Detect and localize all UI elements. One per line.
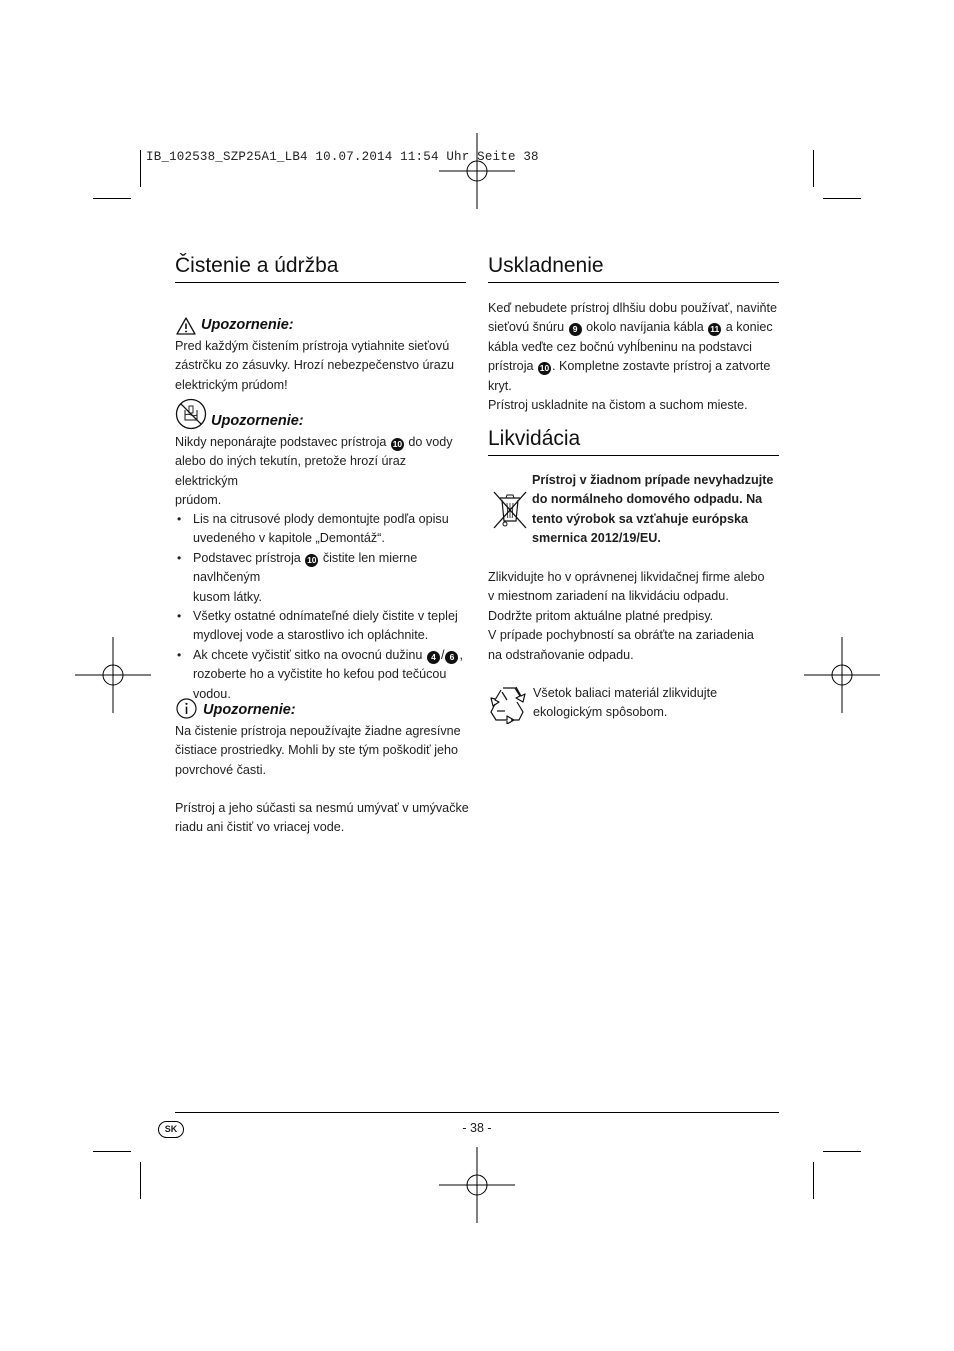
note-text xyxy=(175,722,470,780)
text-line: Zlikvidujte ho v oprávnenej likvidačnej firme alebo xyxy=(488,570,765,584)
text-line: Prístroj a jeho súčasti sa nesmú umývať v umývačke xyxy=(175,801,469,815)
text-line: riadu ani čistiť vo vriacej vode. xyxy=(175,820,345,835)
warning-triangle-icon xyxy=(176,317,196,335)
storage-text xyxy=(488,299,788,415)
section-title-storage: Uskladnenie xyxy=(488,254,604,277)
text-line: prúdom. xyxy=(175,493,222,508)
text-line: rozoberte ho a vyčistite ho kefou pod tečúcou xyxy=(193,667,447,682)
list-item xyxy=(175,510,470,549)
text-line: tento výrobok sa vzťahuje európska xyxy=(532,511,748,526)
section-title-disposal: Likvidácia xyxy=(488,427,581,450)
text-span: / xyxy=(440,647,445,662)
text-line xyxy=(193,646,470,665)
crop-mark xyxy=(813,150,814,187)
crossed-out-bin-icon xyxy=(491,488,529,530)
text-line xyxy=(193,549,470,588)
recycling-icon xyxy=(489,684,529,724)
registration-mark-icon xyxy=(804,637,880,713)
text-line: • Všetky ostatné odnímateľné diely čistite v teplej xyxy=(193,609,458,624)
no-water-immersion-icon xyxy=(175,398,207,430)
text-span: , xyxy=(459,647,463,662)
text-line: elektrickým prúdom! xyxy=(175,377,288,392)
text-line: smernica 2012/19/EU. xyxy=(532,531,661,546)
part-number-badge: 4 xyxy=(427,651,440,664)
crop-mark xyxy=(93,198,131,199)
text-line: povrchové časti. xyxy=(175,762,266,777)
part-number-badge: 10 xyxy=(539,363,550,374)
warning-title: Upozornenie: xyxy=(211,413,304,429)
info-icon xyxy=(176,698,197,719)
text-line: kábla veďte cez bočnú vyhĺbeninu na podstavci xyxy=(488,339,752,354)
warning-text xyxy=(175,337,470,395)
part-number-badge: 11 xyxy=(710,324,720,335)
crop-mark xyxy=(823,1151,861,1152)
cleaning-steps-list xyxy=(175,510,470,704)
title-underline xyxy=(488,455,779,456)
crop-mark xyxy=(93,1151,131,1152)
text-span: . Kompletne zostavte prístroj a zatvorte kryt. xyxy=(488,359,771,393)
list-item xyxy=(175,607,470,646)
text-span: Nikdy neponárajte podstavec prístroja xyxy=(175,435,387,449)
text-line: na odstraňovanie odpadu. xyxy=(488,647,634,662)
text-span: okolo navíjania kábla xyxy=(586,320,704,335)
page-number: - 38 - xyxy=(462,1121,492,1135)
text-span: prístroja xyxy=(488,359,534,374)
section-title-cleaning: Čistenie a údržba xyxy=(175,254,339,277)
text-line: V prípade pochybností sa obráťte na zariadenia xyxy=(488,628,754,643)
crop-mark xyxy=(823,198,861,199)
text-span: a koniec xyxy=(725,320,773,335)
text-line: v miestnom zariadení na likvidáciu odpadu. xyxy=(488,589,729,604)
warning-title: Upozornenie: xyxy=(201,317,294,333)
text-line: • Lis na citrusové plody demontujte podľa opisu xyxy=(193,512,449,526)
text-span: do vody xyxy=(408,435,453,449)
text-line: mydlovej vode a starostlivo ich opláchnite. xyxy=(193,628,429,643)
list-item xyxy=(175,549,470,607)
recycling-text xyxy=(533,684,783,723)
text-line: uvedeného v kapitole „Demontáž“. xyxy=(193,531,385,546)
part-number-badge: 9 xyxy=(569,323,582,336)
text-line: kusom látky. xyxy=(193,589,263,604)
part-number-badge: 10 xyxy=(392,439,403,449)
language-badge: SK xyxy=(158,1121,184,1138)
text-span: Podstavec prístroja xyxy=(193,550,301,565)
note-title: Upozornenie: xyxy=(203,702,296,718)
text-line: vodou. xyxy=(193,686,231,701)
text-span: čistite len mierne navlhčeným xyxy=(193,550,418,585)
warning-text xyxy=(175,433,470,511)
footer-rule xyxy=(175,1112,779,1113)
part-number-badge: 6 xyxy=(445,651,458,664)
text-line: ekologickým spôsobom. xyxy=(533,705,668,720)
text-span: Ak chcete vyčistiť sitko na ovocnú dužinu xyxy=(193,647,423,662)
text-line: Pred každým čistením prístroja vytiahnite sieťovú xyxy=(175,339,450,353)
crop-mark xyxy=(140,150,141,187)
text-span: sieťovú šnúru xyxy=(488,320,565,335)
text-line: Všetok baliaci materiál zlikvidujte xyxy=(533,686,718,700)
disposal-warning xyxy=(532,471,787,549)
text-line: Prístroj v žiadnom prípade nevyhadzujte xyxy=(532,473,774,487)
text-line: do normálneho domového odpadu. Na xyxy=(532,492,763,507)
text-line xyxy=(488,357,788,396)
registration-mark-icon xyxy=(439,1147,515,1223)
text-line xyxy=(488,318,788,337)
list-item xyxy=(175,646,470,704)
text-line: zástrčku zo zásuvky. Hrozí nebezpečenstvo úrazu xyxy=(175,358,455,373)
title-underline xyxy=(175,282,466,283)
print-slug: IB_102538_SZP25A1_LB4 10.07.2014 11:54 Uhr Seite 38 xyxy=(146,150,539,164)
disposal-text xyxy=(488,568,788,665)
text-line: alebo do iných tekutín, pretože hrozí úraz elektrickým xyxy=(175,454,407,488)
registration-mark-icon xyxy=(439,133,515,209)
title-underline xyxy=(488,282,779,283)
registration-mark-icon xyxy=(75,637,151,713)
text-line: Dodržte pritom aktuálne platné predpisy. xyxy=(488,608,714,623)
text-line: Na čistenie prístroja nepoužívajte žiadne agresívne xyxy=(175,724,461,738)
crop-mark xyxy=(813,1162,814,1199)
text-line: Keď nebudete prístroj dlhšiu dobu používať, naviňte xyxy=(488,301,778,315)
dishwasher-text xyxy=(175,799,470,838)
text-line: čistiace prostriedky. Mohli by ste tým poškodiť jeho xyxy=(175,743,459,758)
text-line xyxy=(175,433,470,452)
text-line: Prístroj uskladnite na čistom a suchom mieste. xyxy=(488,398,748,413)
crop-mark xyxy=(140,1162,141,1199)
part-number-badge: 10 xyxy=(307,554,317,565)
